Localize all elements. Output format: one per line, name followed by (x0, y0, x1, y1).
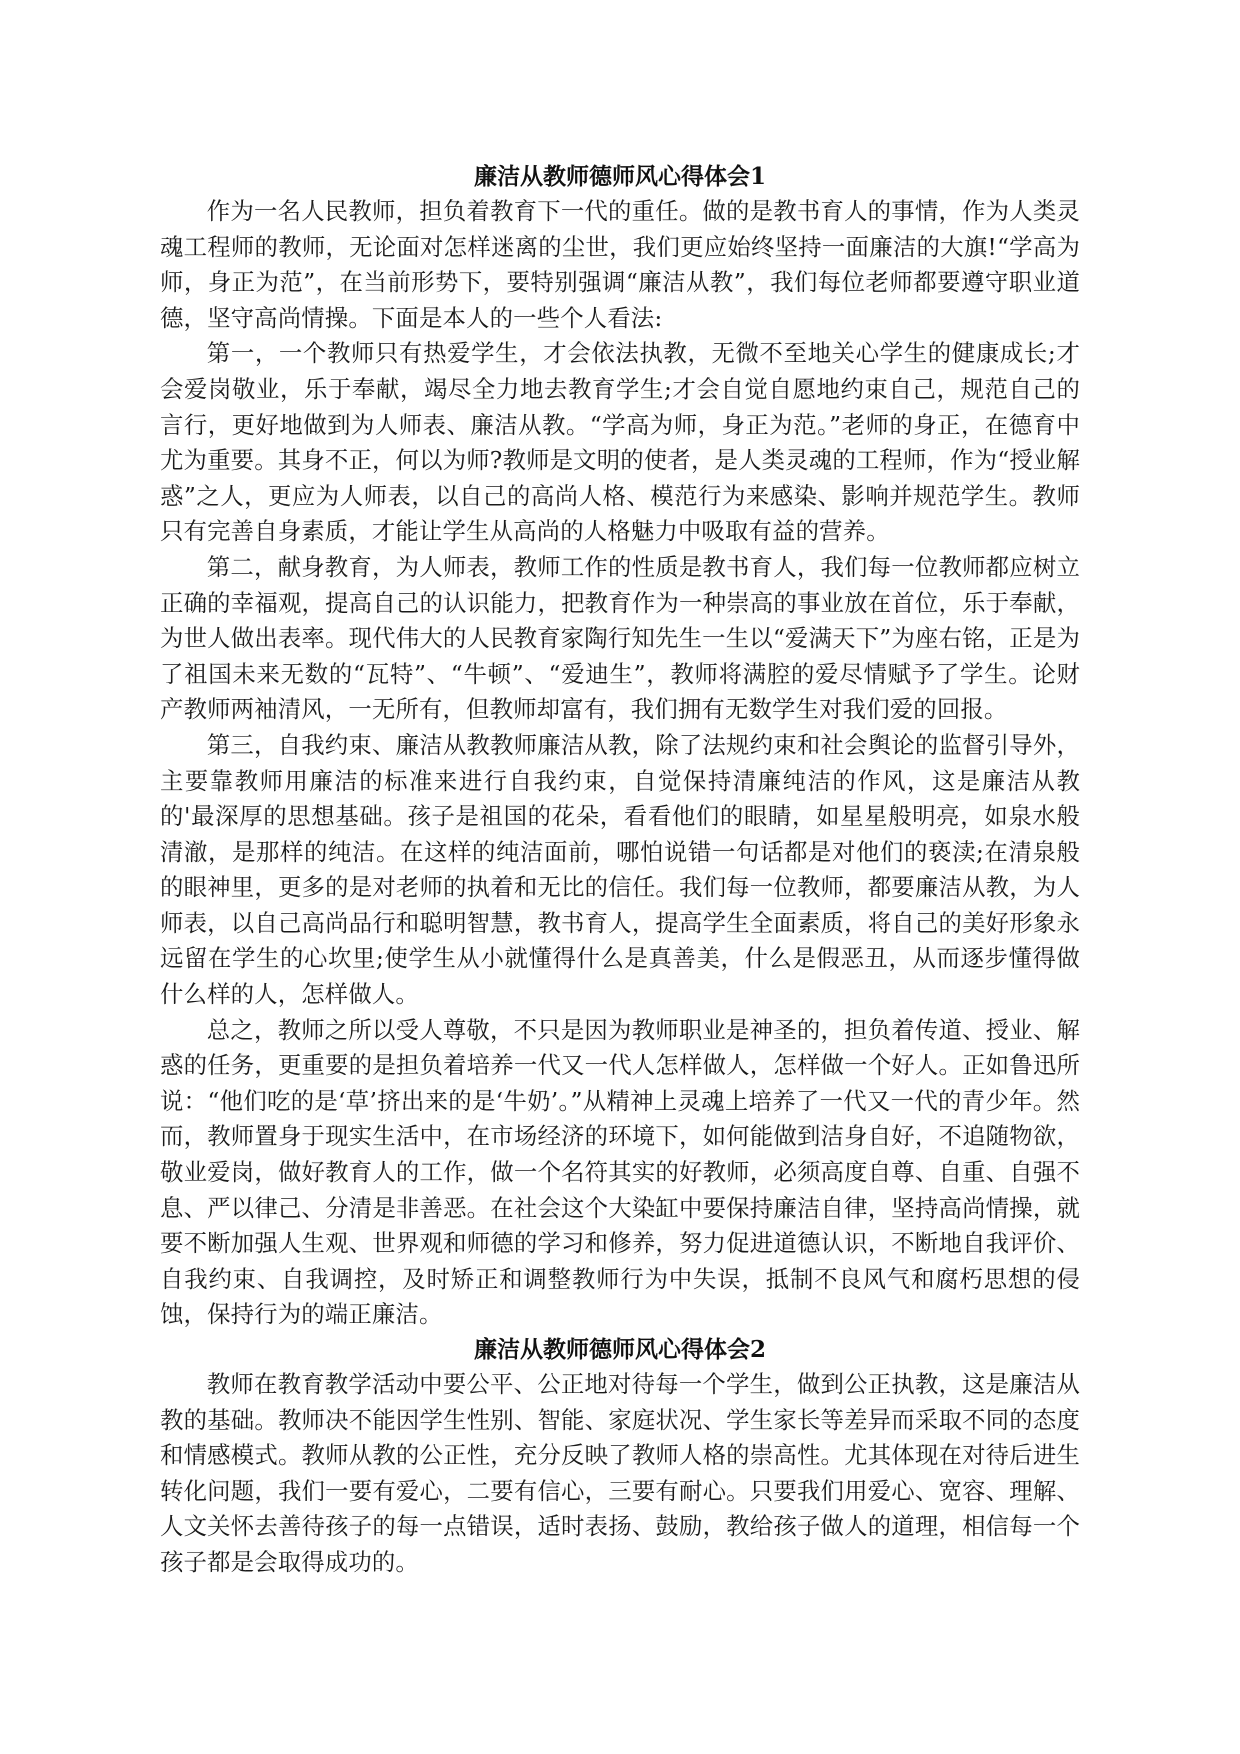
section-title-2: 廉洁从教师德师风心得体会2 (473, 1336, 766, 1363)
paragraph: 作为一名人民教师，担负着教育下一代的重任。做的是教书育人的事情，作为人类灵魂工程师的教师，无论面对怎样迷离的尘世，我们更应始终坚持一面廉洁的大旗!“学高为师，身正为范”，在当前形势下，要特别强调“廉洁从教”，我们每位老师都要遵守职业道德，坚守高尚情操。下面是本人的一些个人看法: (160, 197, 1080, 332)
paragraph: 第三，自我约束、廉洁从教教师廉洁从教，除了法规约束和社会舆论的监督引导外，主要靠教师用廉洁的标准来进行自我约束，自觉保持清廉纯洁的作风，这是廉洁从教的'最深厚的思想基础。孩子是祖国的花朵，看看他们的眼睛，如星星般明亮，如泉水般清澈，是那样的纯洁。在这样的纯洁面前，哪怕说错一句话都是对他们的亵渎;在清泉般的眼神里，更多的是对老师的执着和无比的信任。我们每一位教师，都要廉洁从教，为人师表，以自己高尚品行和聪明智慧，教书育人，提高学生全面素质，将自己的美好形象永远留在学生的心坎里;使学生从小就懂得什么是真善美，什么是假恶丑，从而逐步懂得做什么样的人，怎样做人。 (160, 730, 1080, 1009)
paragraph: 总之，教师之所以受人尊敬，不只是因为教师职业是神圣的，担负着传道、授业、解惑的任务，更重要的是担负着培养一代又一代人怎样做人，怎样做一个好人。正如鲁迅所说：“他们吃的是‘草’挤出来的是‘牛奶’。”从精神上灵魂上培养了一代又一代的青少年。然而，教师置身于现实生活中，在市场经济的环境下，如何能做到洁身自好，不追随物欲，敬业爱岗，做好教育人的工作，做一个名符其实的好教师，必须高度自尊、自重、自强不息、严以律己、分清是非善恶。在社会这个大染缸中要保持廉洁自律，坚持高尚情操，就要不断加强人生观、世界观和师德的学习和修养，努力促进道德认识，不断地自我评价、自我约束、自我调控，及时矫正和调整教师行为中失误，抵制不良风气和腐朽思想的侵蚀，保持行为的端正廉洁。 (160, 1015, 1080, 1329)
paragraph: 第一，一个教师只有热爱学生，才会依法执教，无微不至地关心学生的健康成长;才会爱岗敬业，乐于奉献，竭尽全力地去教育学生;才会自觉自愿地约束自己，规范自己的言行，更好地做到为人师表、廉洁从教。“学高为师，身正为范。”老师的身正，在德育中尤为重要。其身不正，何以为师?教师是文明的使者，是人类灵魂的工程师，作为“授业解惑”之人，更应为人师表，以自己的高尚人格、模范行为来感染、影响并规范学生。教师只有完善自身素质，才能让学生从高尚的人格魅力中吸取有益的营养。 (160, 339, 1080, 546)
section-title-1: 廉洁从教师德师风心得体会1 (473, 163, 766, 190)
paragraph: 教师在教育教学活动中要公平、公正地对待每一个学生，做到公正执教，这是廉洁从教的基础。教师决不能因学生性别、智能、家庭状况、学生家长等差异而采取不同的态度和情感模式。教师从教的公正性，充分反映了教师人格的崇高性。尤其体现在对待后进生转化问题，我们一要有爱心，二要有信心，三要有耐心。只要我们用爱心、宽容、理解、人文关怀去善待孩子的每一点错误，适时表扬、鼓励，教给孩子做人的道理，相信每一个孩子都是会取得成功的。 (160, 1370, 1080, 1576)
paragraph: 第二，献身教育，为人师表，教师工作的性质是教书育人，我们每一位教师都应树立正确的幸福观，提高自己的认识能力，把教育作为一种崇高的事业放在首位，乐于奉献，为世人做出表率。现代伟大的人民教育家陶行知先生一生以“爱满天下”为座右铭，正是为了祖国未来无数的“瓦特”、“牛顿”、“爱迪生”，教师将满腔的爱尽情赋予了学生。论财产教师两袖清风，一无所有，但教师却富有，我们拥有无数学生对我们爱的回报。 (160, 552, 1080, 724)
document-page (160, 160, 1080, 1581)
